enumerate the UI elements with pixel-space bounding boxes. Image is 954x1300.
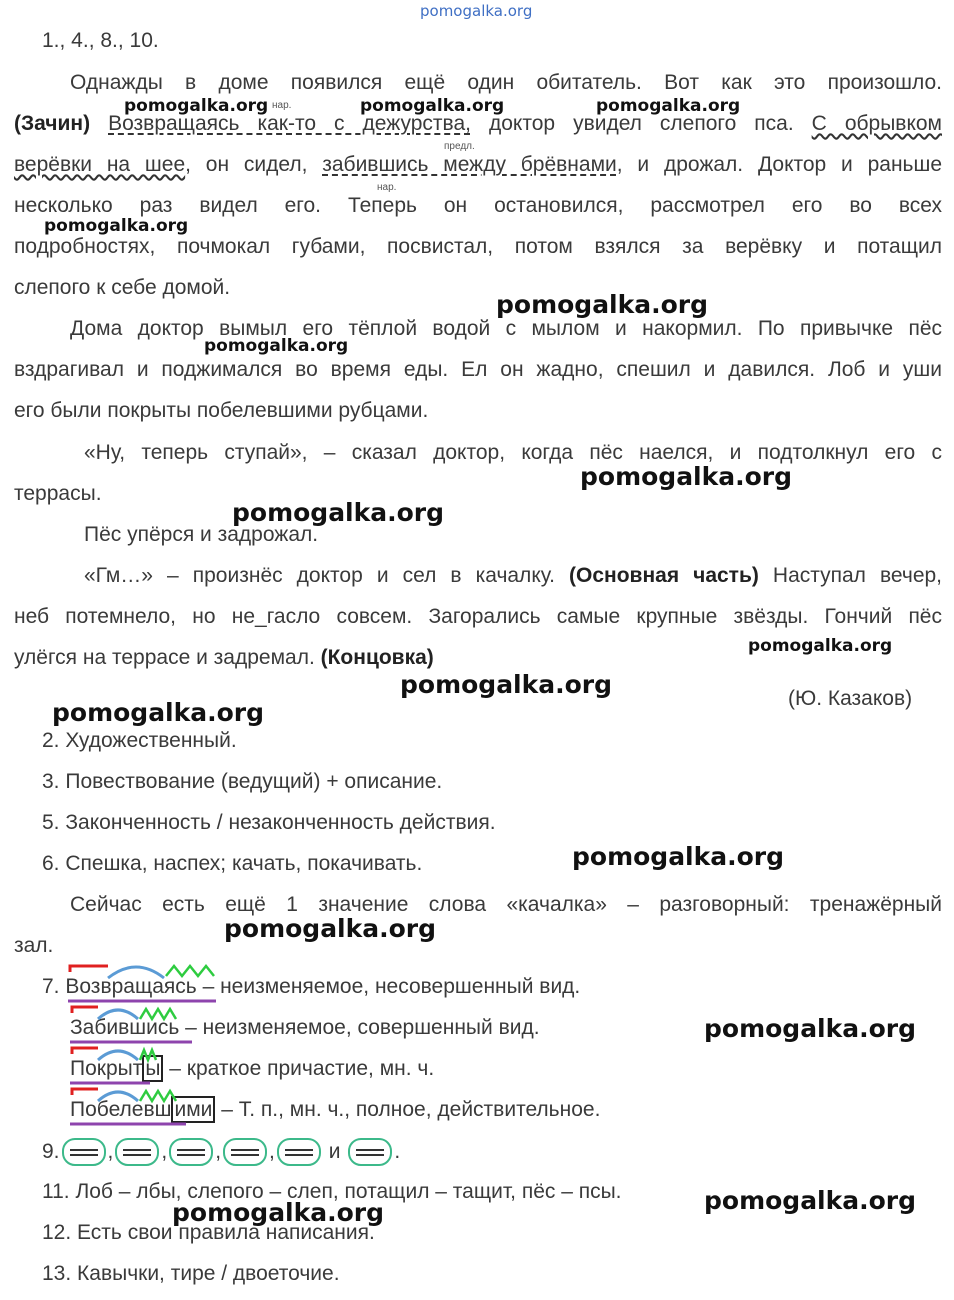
p2-line1: Дома доктор вымыл его тёплой водой с мылом и накормил. По привычке пёс: [70, 317, 942, 340]
answer-13: 13. Кавычки, тире / двоеточие.: [42, 1262, 340, 1285]
watermark: pomogalka.org: [572, 842, 785, 871]
watermark: pomogalka.org: [44, 216, 189, 236]
predicate-oval-icon: [115, 1138, 159, 1166]
p5-line1-a: «Гм…» – произнёс доктор и сел в качалку.: [84, 564, 570, 587]
answer-5: 5. Законченность / незаконченность действия.: [42, 811, 496, 834]
watermark: pomogalka.org: [224, 914, 437, 943]
prefix-mark-icon: [70, 966, 108, 972]
answer-7-number: 7.: [42, 975, 60, 998]
watermark: pomogalka.org: [704, 1186, 917, 1215]
p1-line6: слепого к себе домой.: [14, 276, 231, 299]
p1-line2-text: доктор увидел слепого пса.: [470, 112, 812, 135]
predicate-oval-icon: [62, 1138, 106, 1166]
answer-11: 11. Лоб – лбы, слепого – слеп, потащил – тащит, пёс – псы.: [42, 1180, 622, 1203]
p3-line1: «Ну, теперь ступай», – сказал доктор, когда пёс наелся, и подтолкнул его с: [84, 441, 942, 464]
p5-line1: [84, 563, 942, 589]
watermark-top: pomogalka.org: [420, 2, 533, 20]
p1-line1: Однажды в доме появился ещё один обитатель. Вот как это произошло.: [70, 71, 942, 94]
answer-7-line4: [70, 1097, 600, 1123]
watermark: pomogalka.org: [232, 498, 445, 527]
word-pokryty: [70, 1055, 163, 1082]
answer-7-line1: [42, 974, 580, 1000]
p1-line4: несколько раз видел его. Теперь он остановился, рассмотрел его во всех: [14, 194, 942, 217]
word-vozvrashchayas: Возвращаясь: [65, 975, 197, 998]
predicate-oval-icon: [277, 1138, 321, 1166]
word-pokryty-stem: Покрыт: [70, 1057, 143, 1080]
word-pobelevshimi-ending: ими: [171, 1096, 215, 1123]
comma: ,: [161, 1140, 168, 1163]
watermark: pomogalka.org: [360, 96, 505, 116]
answer-7-desc3: – краткое причастие, мн. ч.: [163, 1057, 435, 1080]
p1-line3-b: , и дрожал. Доктор и раньше: [616, 153, 943, 176]
prefix-mark-icon: [72, 1089, 98, 1095]
label-nar-2: нар.: [377, 182, 397, 193]
period: .: [394, 1140, 401, 1163]
word-pobelevshimi: [70, 1096, 215, 1123]
p1-line5: подробностях, почмокал губами, посвистал, потом взялся за верёвку и потащил: [14, 235, 942, 258]
watermark: pomogalka.org: [596, 96, 741, 116]
word-pobelevshimi-stem: Побелевш: [70, 1098, 172, 1121]
word-zabivshis: Забившись: [70, 1016, 180, 1039]
answer-7-desc4: – Т. п., мн. ч., полное, действительное.: [215, 1098, 601, 1121]
comma: ,: [269, 1140, 275, 1163]
comma: ,: [107, 1140, 114, 1163]
answer-6: 6. Спешка, наспех; качать, покачивать.: [42, 852, 423, 875]
answer-3: 3. Повествование (ведущий) + описание.: [42, 770, 443, 793]
watermark: pomogalka.org: [124, 96, 269, 116]
comma: ,: [215, 1140, 222, 1163]
p2-line3: его были покрыты побелевшими рубцами.: [14, 399, 429, 422]
answer-7-desc2: – неизменяемое, совершенный вид.: [179, 1016, 540, 1039]
p5-line1-b: Наступал вечер,: [758, 564, 943, 587]
label-osnovnaya: (Основная часть): [569, 564, 759, 587]
participle-phrase-2: забившись между брёвнами: [322, 153, 617, 176]
answer-9-number: 9.: [42, 1140, 60, 1163]
predicate-oval-icon: [223, 1138, 267, 1166]
task-numbers: 1., 4., 8., 10.: [42, 29, 159, 52]
phrase-s-obryvkom: С обрывком: [811, 112, 942, 135]
answer-7-line2: [70, 1015, 540, 1041]
answer-7-desc1: – неизменяемое, несовершенный вид.: [196, 975, 581, 998]
label-koncovka: (Концовка): [320, 646, 434, 669]
conjunction: и: [328, 1140, 341, 1163]
author: (Ю. Казаков): [788, 687, 913, 710]
watermark: pomogalka.org: [704, 1014, 917, 1043]
watermark: pomogalka.org: [52, 698, 265, 727]
answer-12: 12. Есть свои правила написания.: [42, 1221, 375, 1244]
predicate-oval-icon: [169, 1138, 213, 1166]
watermark: pomogalka.org: [204, 336, 349, 356]
p1-line3: [14, 152, 942, 178]
label-zachin: (Зачин): [14, 112, 91, 135]
participle-phrase-1: Возвращаясь как-то с дежурства,: [108, 112, 471, 135]
watermark: pomogalka.org: [748, 636, 893, 656]
watermark: pomogalka.org: [580, 462, 793, 491]
watermark: pomogalka.org: [496, 290, 709, 319]
watermark: pomogalka.org: [172, 1198, 385, 1227]
label-predl: предл.: [444, 141, 475, 152]
label-nar-1: нар.: [272, 100, 292, 111]
phrase-verevki: верёвки на шее: [14, 153, 186, 176]
answer-6-note-2: зал.: [14, 934, 54, 957]
answer-6-note-1: Сейчас есть ещё 1 значение слова «качалка» – разговорный: тренажёрный: [70, 893, 942, 916]
prefix-mark-icon: [72, 1007, 98, 1013]
p1-line3-a: , он сидел,: [185, 153, 323, 176]
prefix-mark-icon: [72, 1048, 98, 1054]
p3-line2: террасы.: [14, 482, 102, 505]
answer-9: [42, 1138, 400, 1166]
p4-line1: Пёс упёрся и задрожал.: [84, 523, 319, 546]
p5-line3-text: улёгся на террасе и задремал.: [14, 646, 321, 669]
watermark: pomogalka.org: [400, 670, 613, 699]
predicate-oval-icon: [348, 1138, 392, 1166]
p2-line2: вздрагивал и поджимался во время еды. Ел он жадно, спешил и давился. Лоб и уши: [14, 358, 942, 381]
answer-7-line3: [70, 1056, 434, 1082]
answer-2: 2. Художественный.: [42, 729, 237, 752]
p5-line2: неб потемнело, но не_гасло совсем. Загорались самые крупные звёзды. Гончий пёс: [14, 605, 942, 628]
word-pokryty-ending: ы: [142, 1055, 163, 1082]
p5-line3: [14, 645, 434, 671]
